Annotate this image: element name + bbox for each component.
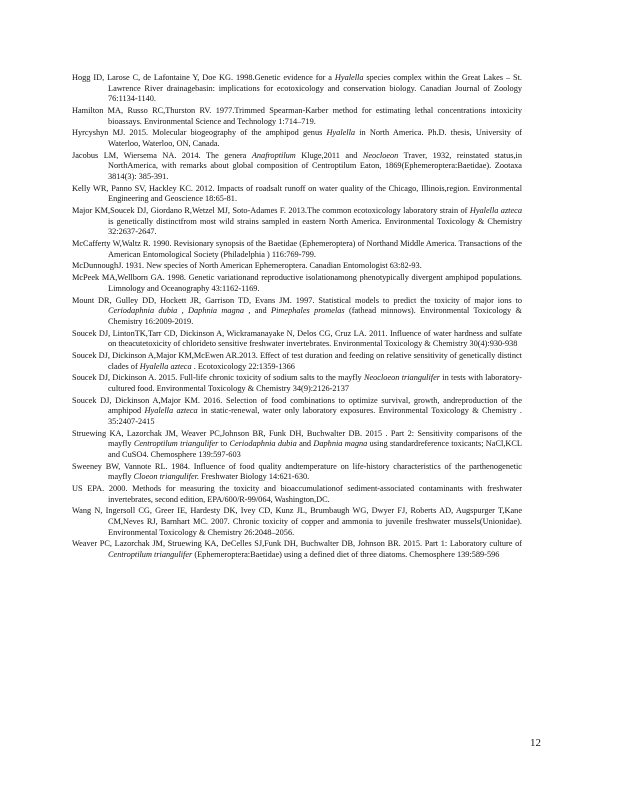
page-number: 12 <box>530 737 541 749</box>
reference-entry: Major KM,Soucek DJ, Giordano R,Wetzel MJ, Soto-Adames F. 2013.The common ecotoxicology laboratory strain of Hyalella azteca is genetically distinctfrom most wild strains sampled in eastern North America. Environmental Toxicology & Chemistry 32:2637-2647. <box>72 206 522 237</box>
reference-entry: Wang N, Ingersoll CG, Greer IE, Hardesty DK, Ivey CD, Kunz JL, Brumbaugh WG, Dwyer FJ, Roberts AD, Augspurger T,Kane CM,Neves RJ, Barnhart MC. 2007. Chronic toxicity of copper and ammonia to juvenile freshwater mussels(Unionidae). Environmental Toxicology & Chemistry 26:2048–2056. <box>72 506 522 537</box>
reference-entry: Mount DR, Gulley DD, Hockett JR, Garrison TD, Evans JM. 1997. Statistical models to predict the toxicity of major ions to Ceriodaphnia dubia , Daphnia magna , and Pimephales promelas (fathead minnows). Environmental Toxicology & Chemistry 16:2009-2019. <box>72 295 522 326</box>
reference-list <box>72 73 522 562</box>
reference-entry: US EPA. 2000. Methods for measuring the toxicity and bioaccumulationof sediment-associated contaminants with freshwater invertebrates, second edition, EPA/600/R-99/064, Washington,DC. <box>72 483 522 504</box>
reference-entry: Soucek DJ, LintonTK,Tarr CD, Dickinson A, Wickramanayake N, Delos CG, Cruz LA. 2011. Influence of water hardness and sulfate on theacutetoxicity of chlorideto sensitive freshwater invertebrates. Environmental Toxicology & Chemistry 30(4):930-938 <box>72 328 522 349</box>
reference-entry: Hogg ID, Larose C, de Lafontaine Y, Doe KG. 1998.Genetic evidence for a Hyalella species complex within the Great Lakes – St. Lawrence River drainagebasin: implications for ecotoxicology and conservation biology. Canadian Journal of Zoology 76:1134-1140. <box>72 73 522 104</box>
reference-entry: Hamilton MA, Russo RC,Thurston RV. 1977.Trimmed Spearman-Karber method for estimating lethal concentrations intoxicity bioassays. Environmental Science and Technology 1:714–719. <box>72 105 522 126</box>
reference-entry: Jacobus LM, Wiersema NA. 2014. The genera Anafroptilum Kluge,2011 and Neocloeon Traver, 1932, reinstated status,in NorthAmerica, with remarks about global composition of Centroptilum Eaton, 1869(Ephemeroptera:Baetidae). Zootaxa 3814(3): 385-391. <box>72 150 522 181</box>
reference-entry: McCafferty W,Waltz R. 1990. Revisionary synopsis of the Baetidae (Ephemeroptera) of Northand Middle America. Transactions of the American Entomological Society (Philadelphia ) 116:769-799. <box>72 239 522 259</box>
reference-entry: Hyrcyshyn MJ. 2015. Molecular biogeography of the amphipod genus Hyalella in North America. Ph.D. thesis, University of Waterloo, Waterloo, ON, Canada. <box>72 128 522 148</box>
reference-entry: Kelly WR, Panno SV, Hackley KC. 2012. Impacts of roadsalt runoff on water quality of the Chicago, Illinois,region. Environmental Engineering and Geoscience 18:65-81. <box>72 183 522 204</box>
reference-entry: Soucek DJ, Dickinson A,Major KM,McEwen AR.2013. Effect of test duration and feeding on relative sensitivity of genetically distinct clades of Hyalella azteca . Ecotoxicology 22:1359-1366 <box>72 350 522 371</box>
reference-entry: Soucek DJ, Dickinson A,Major KM. 2016. Selection of food combinations to optimize survival, growth, andreproduction of the amphipod Hyalella azteca in static-renewal, water only laboratory exposures. Environmental Toxicology & Chemistry . 35:2407-2415 <box>72 395 523 426</box>
reference-entry: McPeek MA,Wellborn GA. 1998. Genetic variationand reproductive isolationamong phenotypically divergent amphipod populations. Limnology and Oceanography 43:1162-1169. <box>72 273 522 293</box>
reference-entry: Struewing KA, Lazorchak JM, Weaver PC,Johnson BR, Funk DH, Buchwalter DB. 2015 . Part 2: Sensitivity comparisons of the mayfly Centroptilum triangulifer to Ceriodaphnia dubia and Daphnia magna using standardreference toxicants; NaCl,KCL and CuSO4. Chemosphere 139:597-603 <box>72 428 522 459</box>
reference-entry: Weaver PC, Lazorchak JM, Struewing KA, DeCelles SJ,Funk DH, Buchwalter DB, Johnson BR. 2015. Part 1: Laboratory culture of Centroptilum triangulifer (Ephemeroptera:Baetidae) using a defined diet of three diatoms. Chemosphere 139:589-596 <box>72 539 522 559</box>
reference-entry: McDunnoughJ. 1931. New species of North American Ephemeroptera. Canadian Entomologist 63:82-93. <box>72 261 422 271</box>
reference-entry: Soucek DJ, Dickinson A. 2015. Full-life chronic toxicity of sodium salts to the mayfly Neocloeon triangulifer in tests with laboratory-cultured food. Environmental Toxicology & Chemistry 34(9):2126-2137 <box>72 373 523 393</box>
reference-entry: Sweeney BW, Vannote RL. 1984. Influence of food quality andtemperature on life-history characteristics of the parthenogenetic mayfly Cloeon triangulifer. Freshwater Biology 14:621-630. <box>72 461 522 482</box>
